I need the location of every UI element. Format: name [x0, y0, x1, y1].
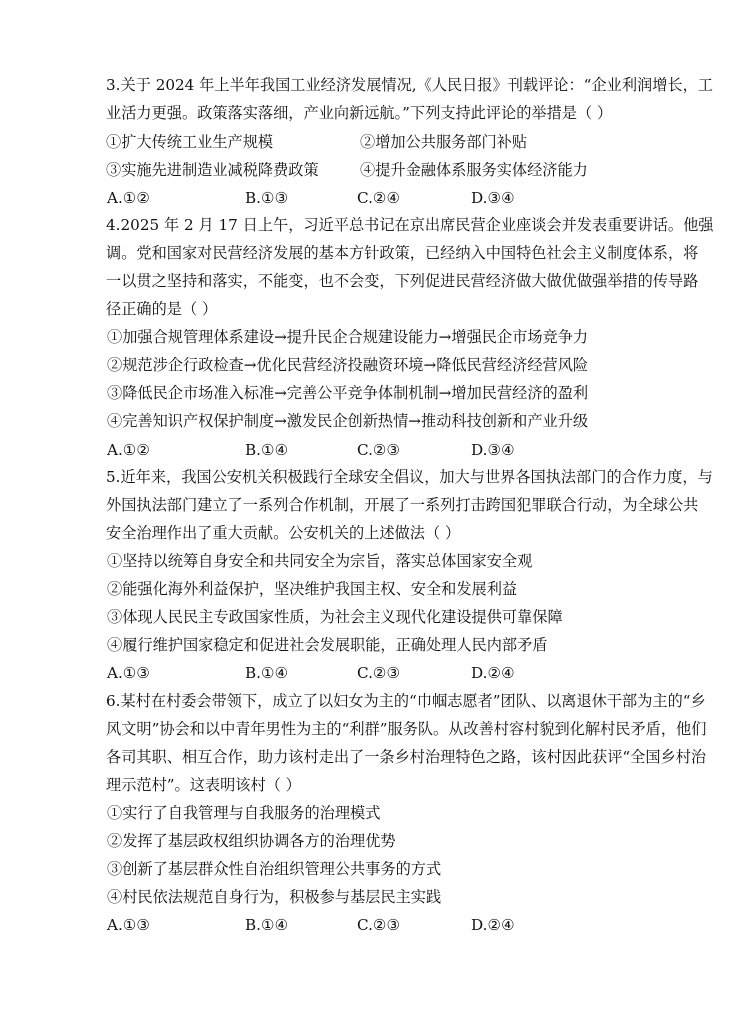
- question-4-answer-a[interactable]: A.①②: [107, 441, 151, 459]
- question-5-option-2: ②能强化海外利益保护，坚决维护我国主权、安全和发展利益: [107, 580, 518, 598]
- question-4-answer-c[interactable]: C.②③: [357, 441, 401, 459]
- question-5-answer-b[interactable]: B.①④: [245, 664, 289, 682]
- question-4-answer-b[interactable]: B.①④: [245, 441, 289, 459]
- question-4-option-4: ④完善知识产权保护制度→激发民企创新热情→推动科技创新和产业升级: [107, 412, 589, 430]
- question-6-option-1: ①实行了自我管理与自我服务的治理模式: [107, 804, 381, 822]
- question-3-stem-line-2: 业活力更强。政策落实落细，产业向新远航。”下列支持此评论的举措是（ ）: [106, 104, 613, 122]
- question-6-stem-line-2: 风文明”协会和以中青年男性为主的“利群”服务队。从改善村容村貌到化解村民矛盾，他们: [106, 720, 707, 738]
- question-3-option-2: ②增加公共服务部门补贴: [360, 133, 528, 151]
- question-5-option-4: ④履行维护国家稳定和促进社会发展职能，正确处理人民内部矛盾: [107, 636, 548, 654]
- question-3-option-1: ①扩大传统工业生产规模: [106, 133, 274, 151]
- question-5-option-3: ③体现人民民主专政国家性质，为社会主义现代化建设提供可靠保障: [107, 608, 563, 626]
- question-6-stem-line-3: 各司其职、相互合作，助力该村走出了一条乡村治理特色之路，该村因此获评“全国乡村治: [106, 748, 707, 766]
- question-6-stem-line-4: 理示范村”。这表明该村（ ）: [106, 776, 301, 794]
- question-3-option-4: ④提升金融体系服务实体经济能力: [360, 161, 588, 179]
- question-4-answer-d[interactable]: D.③④: [471, 441, 515, 459]
- question-5-stem-line-1: 5.近年来，我国公安机关积极践行全球安全倡议，加大与世界各国执法部门的合作力度，与: [106, 468, 713, 486]
- question-4-stem-line-1: 4.2025 年 2 月 17 日上午，习近平总书记在京出席民营企业座谈会并发表重要讲话。他强: [106, 216, 714, 234]
- question-5-answer-a[interactable]: A.①③: [107, 664, 151, 682]
- question-5-option-1: ①坚持以统筹自身安全和共同安全为宗旨，落实总体国家安全观: [107, 552, 533, 570]
- question-3-answer-d[interactable]: D.③④: [471, 189, 515, 207]
- question-6-answer-c[interactable]: C.②③: [357, 916, 401, 934]
- question-3-answer-a[interactable]: A.①②: [107, 189, 151, 207]
- question-6-option-3: ③创新了基层群众性自治组织管理公共事务的方式: [107, 860, 442, 878]
- question-3-option-3: ③实施先进制造业减税降费政策: [106, 161, 319, 179]
- question-3-answer-b[interactable]: B.①③: [245, 189, 289, 207]
- question-6-option-4: ④村民依法规范自身行为，积极参与基层民主实践: [107, 888, 442, 906]
- question-6-answer-b[interactable]: B.①④: [245, 916, 289, 934]
- question-5-stem-line-2: 外国执法部门建立了一系列合作机制，开展了一系列打击跨国犯罪联合行动，为全球公共: [106, 496, 699, 514]
- question-3-answer-c[interactable]: C.②④: [357, 189, 401, 207]
- question-4-option-2: ②规范涉企行政检查→优化民营经济投融资环境→降低民营经济经营风险: [107, 356, 589, 374]
- question-6-stem-line-1: 6.某村在村委会带领下，成立了以妇女为主的“巾帼志愿者”团队、以离退休干部为主的“乡: [106, 692, 706, 710]
- question-4-option-1: ①加强合规管理体系建设→提升民企合规建设能力→增强民企市场竞争力: [107, 328, 589, 346]
- question-6-option-2: ②发挥了基层政权组织协调各方的治理优势: [107, 832, 396, 850]
- question-5-answer-d[interactable]: D.②④: [471, 664, 515, 682]
- question-6-answer-d[interactable]: D.②④: [471, 916, 515, 934]
- question-4-stem-line-4: 径正确的是（ ）: [106, 300, 218, 318]
- question-5-answer-c[interactable]: C.②③: [357, 664, 401, 682]
- question-4-stem-line-3: 一以贯之坚持和落实，不能变，也不会变，下列促进民营经济做大做优做强举措的传导路: [106, 272, 699, 290]
- question-4-option-3: ③降低民企市场准入标准→完善公平竞争体制机制→增加民营经济的盈利: [107, 384, 589, 402]
- question-4-stem-line-2: 调。党和国家对民营经济发展的基本方针政策，已经纳入中国特色社会主义制度体系，将: [106, 244, 699, 262]
- question-5-stem-line-3: 安全治理作出了重大贡献。公安机关的上述做法（ ）: [106, 524, 461, 542]
- question-6-answer-a[interactable]: A.①③: [107, 916, 151, 934]
- question-3-stem-line-1: 3.关于 2024 年上半年我国工业经济发展情况,《人民日报》刊载评论：“企业利润增长，工: [106, 76, 713, 94]
